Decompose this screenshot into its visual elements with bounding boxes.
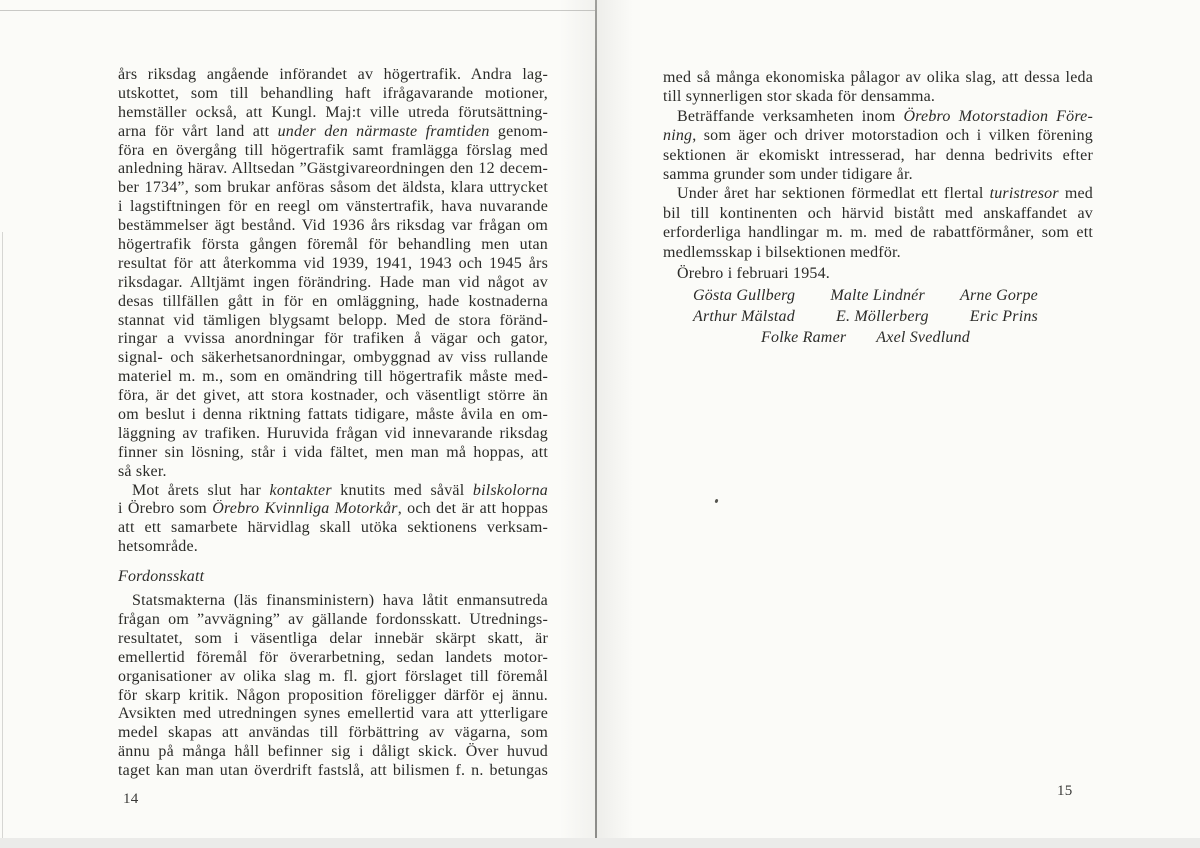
- text-line: [118, 368, 548, 387]
- text-run: bestämmelser ägt bestånd. Vid 1936 års riksdag var frågan om: [118, 217, 548, 235]
- text-run: samma grunder som under tidigare år.: [663, 165, 913, 183]
- signature-name: E. Möllerberg: [836, 307, 929, 325]
- text-line: [118, 519, 548, 538]
- text-run: resultat för att återkomma vid 1939, 1941, 1943 och 1945 års: [118, 254, 548, 272]
- signature-name: Arne Gorpe: [960, 286, 1038, 304]
- text-line: [118, 349, 548, 368]
- text-run: ännu på många håll befinner sig i dåligt skick. Över huvud: [118, 743, 548, 761]
- text-line: [118, 724, 548, 743]
- text-run: högertrafik första gången föremål för behandling men utan: [118, 236, 548, 254]
- text-line: [118, 255, 548, 274]
- text-line: [118, 406, 548, 425]
- page-number-right: 15: [1057, 783, 1073, 799]
- text-line: [118, 142, 548, 161]
- text-run: Avsikten med utredningen synes emellertid vara att ytterligare: [118, 705, 548, 723]
- text-line: [663, 126, 1093, 145]
- text-run: desas tillfällen gått in för en omläggning, hade kostnaderna: [118, 292, 548, 310]
- text-run: ringar a vvissa anordningar för trafiken å vägar och gator,: [118, 330, 548, 348]
- signature-name: Axel Svedlund: [876, 328, 970, 346]
- text-line: [118, 330, 548, 349]
- scan-top-hairline: [0, 10, 597, 11]
- text-run: ning: [663, 127, 693, 145]
- text-run: kontakter: [269, 481, 332, 499]
- text-run: utskottet, som till behandling haft ifrågavarande motioner,: [118, 84, 548, 102]
- text-run: frågan om ”avvägning” av gällande fordonsskatt. Utrednings-: [118, 610, 548, 628]
- text-run: Mot årets slut har: [132, 481, 270, 499]
- text-run: Statsmakterna (läs finansministern) hava låtit enmansutreda: [132, 592, 548, 610]
- paragraph: [118, 66, 548, 482]
- text-line: [118, 444, 548, 463]
- text-run: läggning av trafiken. Huruvida frågan vid innevarande riksdag: [118, 424, 548, 442]
- text-run: medlemsskap i bilsektionen medför.: [663, 243, 901, 261]
- text-run: stannat vid tämligen blygsamt belopp. Med de stora föränd-: [118, 311, 548, 329]
- text-line: [118, 312, 548, 331]
- text-run: Örebro Motorstadion Före-: [903, 107, 1093, 125]
- text-run: föra en övergång till högertrafik samt framlägga förslag med: [118, 141, 548, 159]
- section-heading: Fordonsskatt: [118, 568, 205, 586]
- spine-shadow-left: [559, 0, 595, 848]
- text-run: , och det är att hoppas: [397, 500, 548, 518]
- text-run: finner sin lösning, står i vida fältet, men man må hoppas, att: [118, 443, 548, 461]
- text-line: [118, 85, 548, 104]
- text-line: [118, 649, 548, 668]
- text-run: resultatet, som i väsentliga delar innebär skärpt skatt, är: [118, 629, 548, 647]
- text-run: hetsområde.: [118, 538, 198, 556]
- text-line: [118, 762, 548, 781]
- text-line: [118, 500, 548, 519]
- text-line: [118, 198, 548, 217]
- text-line: [118, 668, 548, 687]
- text-line: [663, 146, 1093, 165]
- text-run: med så många ekonomiska pålagor av olika slag, att dessa leda: [663, 69, 1093, 86]
- signature-name: Malte Lindnér: [830, 286, 925, 304]
- book-spine: [595, 0, 597, 848]
- text-run: under den närmaste framtiden: [277, 122, 490, 140]
- text-line: [118, 236, 548, 255]
- text-line: [118, 425, 548, 444]
- text-run: anledning härav. Alltsedan ”Gästgivareordningen den 12 decem-: [118, 160, 548, 178]
- text-run: att ett samarbete härvidlag skall utöka sektionens verksam-: [118, 519, 548, 537]
- paragraph: [663, 68, 1093, 107]
- text-line: [118, 592, 548, 611]
- signature-row: [693, 306, 1038, 327]
- page-left: [118, 66, 548, 781]
- text-line: [118, 217, 548, 236]
- text-line: [118, 274, 548, 293]
- paragraph: [663, 184, 1093, 262]
- paragraph: [118, 592, 548, 781]
- text-run: Örebro Kvinnliga Motorkår: [212, 500, 398, 518]
- signature-name: Gösta Gullberg: [693, 286, 796, 304]
- text-line: [663, 68, 1093, 87]
- text-run: arna för vårt land att: [118, 122, 278, 140]
- text-line: [663, 107, 1093, 126]
- text-run: organisationer av olika slag m. fl. gjort förslaget till föremål: [118, 667, 548, 685]
- scan-left-hairline: [2, 232, 3, 848]
- text-line: [663, 223, 1093, 242]
- text-line: [118, 611, 548, 630]
- text-line: [663, 165, 1093, 184]
- text-line: [118, 66, 548, 85]
- text-run: Beträffande verksamheten inom: [677, 107, 904, 125]
- signature-row: [693, 327, 1038, 348]
- text-line: [118, 482, 548, 501]
- text-run: knutits med såväl: [331, 481, 473, 499]
- text-run: sektionen är ekomiskt intresserad, har denna bedrivits efter: [663, 146, 1093, 164]
- text-run: riksdagar. Alltjämt ingen förändring. Hade man vid något av: [118, 273, 548, 291]
- text-run: föra, är det givet, att stora kostnader, och väsentligt större än: [118, 387, 548, 405]
- text-line: [663, 243, 1093, 262]
- signature-name: Folke Ramer: [761, 328, 847, 346]
- page-number-left: 14: [123, 791, 139, 807]
- text-run: om beslut i denna riktning fattats tidigare, måste åvila en om-: [118, 406, 548, 424]
- text-line: [118, 104, 548, 123]
- text-run: materiel m. m., som en omändring till högertrafik måste med-: [118, 368, 548, 386]
- ink-speck: [714, 499, 718, 504]
- text-line: [118, 293, 548, 312]
- text-run: medel skapas att användas till förbättring av vägarna, som: [118, 724, 548, 742]
- text-run: erforderliga handlingar m. m. med de rabattförmåner, som ett: [663, 224, 1093, 242]
- text-run: bilskolorna: [472, 481, 548, 499]
- text-run: turistresor: [989, 185, 1059, 203]
- text-run: för skarp kritik. Någon proposition föreligger därför ej ännu.: [118, 686, 548, 704]
- text-run: ber 1734”, som brukar anföras såsom det äldsta, klara uttrycket: [118, 179, 548, 197]
- text-line: [663, 87, 1093, 106]
- paragraph: [663, 107, 1093, 185]
- text-line: [118, 179, 548, 198]
- text-line: [118, 387, 548, 406]
- text-run: i Örebro som: [118, 500, 213, 518]
- text-line: [118, 160, 548, 179]
- paragraph: [118, 482, 548, 558]
- text-run: med: [1058, 185, 1093, 203]
- text-run: års riksdag angående införandet av högertrafik. Andra lag-: [118, 66, 548, 83]
- text-line: [118, 630, 548, 649]
- text-run: signal- och säkerhetsanordningar, ombyggnad av viss rullande: [118, 349, 548, 367]
- text-run: Under året har sektionen förmedlat ett flertal: [677, 185, 990, 203]
- spine-shadow-right: [597, 0, 633, 848]
- text-run: taget kan man utan överdrift fastslå, att bilismen f. n. betungas: [118, 762, 548, 780]
- text-line: [118, 743, 548, 762]
- text-run: till synnerligen stor skada för densamma.: [663, 88, 936, 106]
- signature-row: [693, 285, 1038, 306]
- scan-bottom-band: [0, 838, 1200, 848]
- text-run: hemställer också, att Kungl. Maj:t ville utreda förutsättning-: [118, 103, 548, 121]
- text-run: så sker.: [118, 462, 167, 480]
- signature-name: Eric Prins: [969, 307, 1038, 325]
- text-line: [118, 687, 548, 706]
- text-line: [118, 705, 548, 724]
- text-line: [663, 184, 1093, 203]
- text-run: genom-: [489, 122, 548, 140]
- text-line: [118, 538, 548, 557]
- text-line: [663, 204, 1093, 223]
- text-line: [118, 463, 548, 482]
- text-run: i lagstiftningen för en reegl om vänstertrafik, hava nuvarande: [118, 198, 548, 216]
- text-run: bil till kontinenten och härvid bistått med anskaffandet av: [663, 204, 1093, 222]
- signature-name: Arthur Mälstad: [693, 307, 795, 325]
- dateline: Örebro i februari 1954.: [677, 265, 830, 283]
- text-line: [118, 123, 548, 142]
- text-run: , som äger och driver motorstadion och i vilken förening: [692, 127, 1093, 145]
- text-run: emellertid föremål för överarbetning, sedan landets motor-: [118, 648, 548, 666]
- page-right: [663, 68, 1093, 348]
- signatures-block: [693, 285, 1038, 348]
